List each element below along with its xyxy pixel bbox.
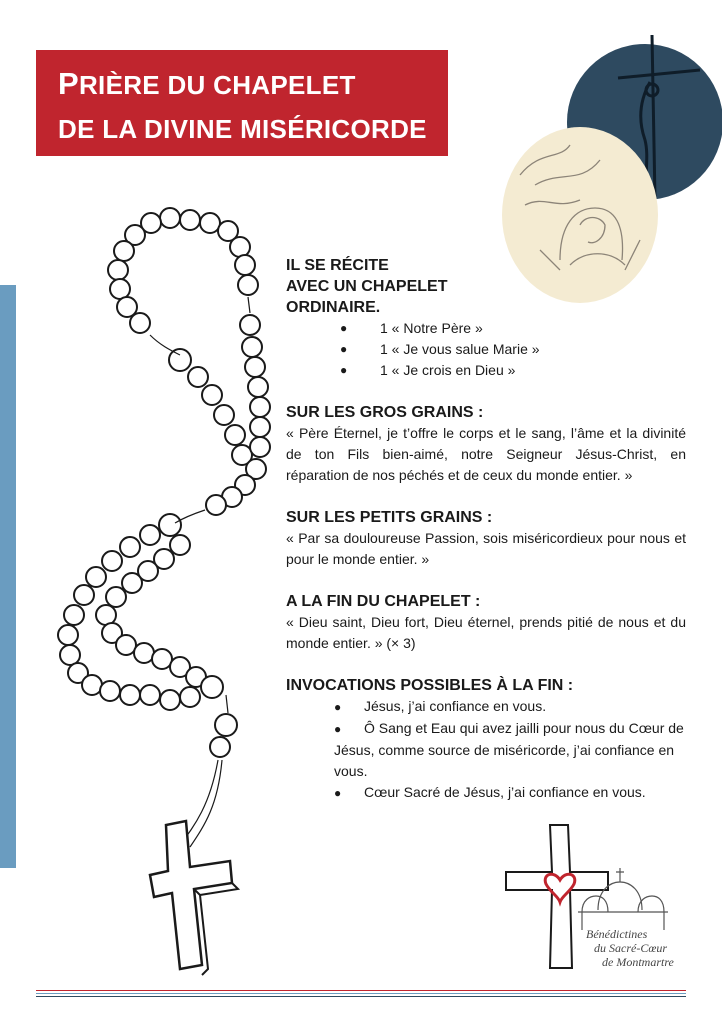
rosary-beads [58, 208, 270, 757]
list-item: ● Ô Sang et Eau qui avez jailli pour nous du Cœur de Jésus, comme source de miséricorde, j’ai confiance en vous. [334, 720, 684, 779]
logo-text-3: de Montmartre [602, 955, 674, 969]
footer-line-red [36, 990, 686, 991]
list-item: ● 1 « Je crois en Dieu » [286, 360, 686, 381]
title-line-1: PRIÈRE DU CHAPELET [58, 66, 356, 101]
intro-heading-2: AVEC UN CHAPELET [286, 278, 448, 295]
intro-heading-1: IL SE RÉCITE [286, 257, 389, 274]
intro-heading-3: ORDINAIRE. [286, 299, 381, 316]
fin-text: « Dieu saint, Dieu fort, Dieu éternel, prends pitié de nous et du monde entier. » (× 3) [286, 614, 686, 651]
invocations-heading: INVOCATIONS POSSIBLES À LA FIN : [286, 677, 574, 694]
bullet-icon: ● [334, 700, 342, 714]
list-item: ● Cœur Sacré de Jésus, j’ai confiance en vous. [286, 782, 686, 804]
fin-section [286, 591, 686, 654]
gros-grains-text: « Père Éternel, je t’offre le corps et le sang, l’âme et la divinité de ton Fils bien-aimé, notre Seigneur Jésus-Christ, en réparation de nos péchés et de ceux du monde entier. » [286, 425, 686, 483]
title-banner [36, 50, 448, 156]
list-item: ● 1 « Notre Père » [286, 318, 686, 339]
gros-grains-heading: SUR LES GROS GRAINS : [286, 404, 484, 421]
petits-grains-heading: SUR LES PETITS GRAINS : [286, 509, 493, 526]
petits-grains-text: « Par sa douloureuse Passion, sois miséricordieux pour nous et pour le monde entier. » [286, 530, 686, 567]
footer-line-blue [36, 993, 686, 994]
logo-text-2: du Sacré-Cœur [594, 941, 667, 955]
left-accent-bar [0, 285, 16, 868]
fin-heading: A LA FIN DU CHAPELET : [286, 593, 481, 610]
logo-text-1: Bénédictines [586, 927, 648, 941]
list-item: ● 1 « Je vous salue Marie » [286, 339, 686, 360]
title-line-2: DE LA DIVINE MISÉRICORDE [58, 114, 427, 144]
cross-icon [150, 821, 238, 975]
intro-section [286, 255, 686, 381]
list-item: ● Jésus, j’ai confiance en vous. [286, 696, 686, 718]
intro-list [286, 318, 686, 381]
rosary-illustration [30, 185, 290, 985]
bullet-icon: ● [334, 722, 342, 736]
benedictines-logo [498, 820, 693, 970]
footer-line-navy [36, 996, 686, 997]
petits-grains-section [286, 507, 686, 570]
gros-grains-section [286, 402, 686, 486]
bullet-icon: ● [334, 786, 342, 800]
invocations-section [286, 675, 686, 804]
prayer-content [286, 255, 686, 804]
footer-rules [36, 990, 686, 999]
